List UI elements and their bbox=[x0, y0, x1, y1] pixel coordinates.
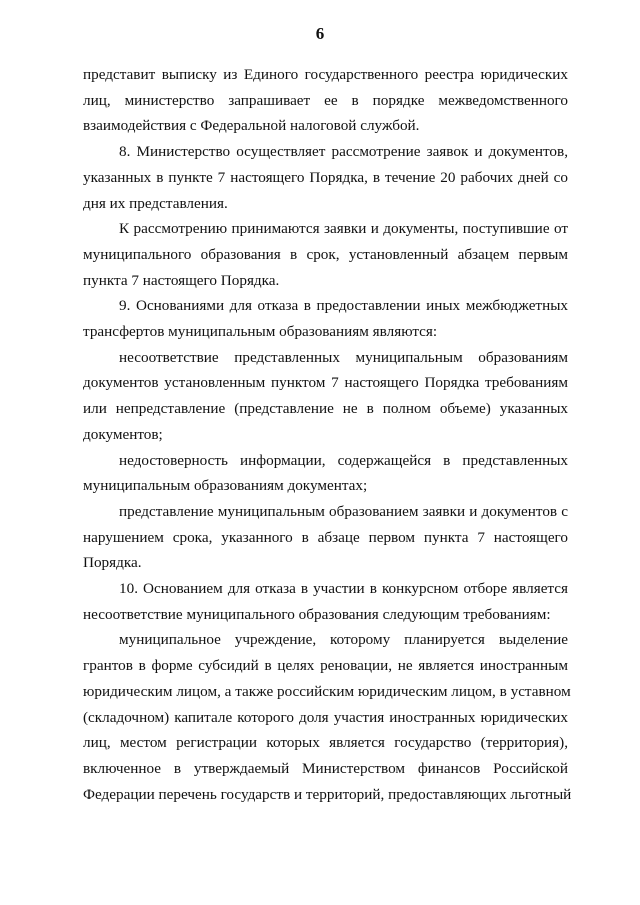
page-number: 6 bbox=[315, 24, 325, 43]
text-line: представление муниципальным образованием заявки и документов с bbox=[119, 502, 568, 520]
text-line: Федерации перечень государств и территорий, предоставляющих льготный bbox=[83, 785, 572, 803]
text-line: пункта 7 настоящего Порядка. bbox=[83, 271, 280, 289]
paragraph bbox=[83, 216, 568, 293]
text-line: документов; bbox=[83, 425, 163, 443]
text-line: (складочном) капитале которого доля участия иностранных юридических bbox=[83, 708, 568, 726]
text-line: юридическим лицом, а также российским юридическим лицом, в уставном bbox=[83, 682, 571, 700]
text-line: муниципального образования в срок, установленный абзацем первым bbox=[83, 245, 568, 263]
text-line: лиц, министерство запрашивает ее в порядке межведомственного bbox=[83, 91, 568, 109]
paragraph bbox=[83, 499, 568, 576]
text-line: представит выписку из Единого государственного реестра юридических bbox=[83, 66, 568, 83]
text-line: указанных в пункте 7 настоящего Порядка, в течение 20 рабочих дней со bbox=[83, 168, 568, 186]
text-line: 10. Основанием для отказа в участии в конкурсном отборе является bbox=[119, 580, 568, 598]
text-line: трансфертов муниципальным образованиям являются: bbox=[83, 323, 438, 341]
text-line: дня их представления. bbox=[83, 194, 228, 212]
text-line: или непредставление (представление не в полном объеме) указанных bbox=[83, 400, 568, 418]
paragraph bbox=[83, 345, 568, 448]
text-line: несоответствие муниципального образования следующим требованиям: bbox=[83, 605, 551, 623]
text-line: недостоверность информации, содержащейся в представленных bbox=[119, 451, 568, 469]
paragraph bbox=[83, 576, 568, 627]
text-line: документов установленным пунктом 7 настоящего Порядка требованиям bbox=[83, 374, 568, 392]
text-line: 9. Основаниями для отказа в предоставлении иных межбюджетных bbox=[119, 297, 568, 315]
paragraph bbox=[83, 293, 568, 344]
paragraph bbox=[83, 139, 568, 216]
text-line: муниципальное учреждение, которому планируется выделение bbox=[119, 631, 568, 649]
text-line: К рассмотрению принимаются заявки и документы, поступившие от bbox=[119, 220, 568, 238]
text-line: грантов в форме субсидий в целях реновации, не является иностранным bbox=[83, 657, 568, 675]
paragraph bbox=[83, 62, 568, 139]
paragraph bbox=[83, 627, 572, 807]
text-line: взаимодействия с Федеральной налоговой службой. bbox=[83, 117, 420, 135]
text-line: нарушением срока, указанного в абзаце первом пункта 7 настоящего bbox=[83, 528, 568, 546]
text-line: включенное в утверждаемый Министерством финансов Российской bbox=[83, 759, 568, 777]
text-line: несоответствие представленных муниципальным образованиям bbox=[119, 348, 568, 366]
document-body bbox=[83, 62, 572, 807]
paragraph bbox=[83, 448, 568, 499]
text-line: Порядка. bbox=[83, 554, 142, 572]
text-line: муниципальным образованиям документах; bbox=[83, 477, 368, 495]
text-line: лиц, местом регистрации которых является государство (территория), bbox=[83, 734, 568, 752]
text-line: 8. Министерство осуществляет рассмотрение заявок и документов, bbox=[119, 143, 568, 161]
